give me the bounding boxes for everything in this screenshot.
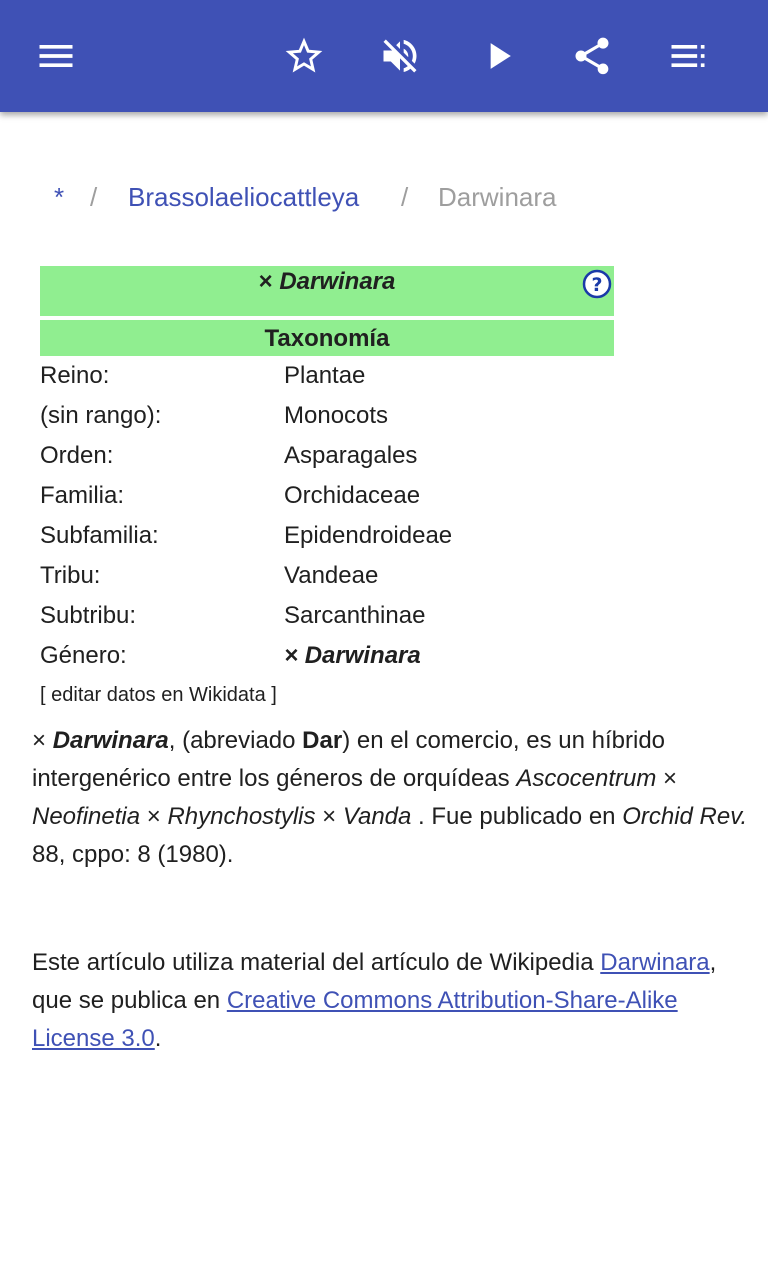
taxonomy-key: Orden: — [40, 442, 114, 469]
taxonomy-row — [40, 522, 614, 562]
breadcrumb — [0, 178, 768, 222]
share-button[interactable] — [564, 28, 620, 84]
breadcrumb-root-link[interactable]: * — [54, 182, 65, 212]
taxonomy-row — [40, 442, 614, 482]
text-span: 88, cppo: 8 (1980). — [32, 841, 234, 868]
wikidata-edit-link[interactable]: editar datos en Wikidata — [51, 684, 266, 706]
infobox-title-name: Darwinara — [279, 268, 396, 295]
text-span: × — [140, 803, 168, 830]
genus-name: Ascocentrum — [516, 765, 657, 792]
wikidata-edit — [40, 684, 277, 707]
taxonomy-key: (sin rango): — [40, 402, 162, 429]
infobox-title-prefix: × — [258, 268, 280, 295]
playlist-icon — [666, 34, 710, 78]
taxonomy-row — [40, 482, 614, 522]
mute-button[interactable] — [372, 28, 428, 84]
breadcrumb-parent-link[interactable]: Brassolaeliocattleya — [128, 182, 360, 212]
menu-icon — [34, 34, 78, 78]
star-outline-icon — [282, 34, 326, 78]
menu-button[interactable] — [28, 28, 84, 84]
genus-name: Darwinara — [52, 727, 169, 754]
taxonomy-value: Epidendroideae — [284, 522, 453, 549]
genus-name: Darwinara — [304, 642, 421, 669]
taxonomy-value — [284, 642, 421, 670]
breadcrumb-separator: / — [401, 182, 409, 212]
taxonomy-value: Sarcanthinae — [284, 602, 426, 629]
volume-off-icon — [378, 34, 422, 78]
taxonomy-value: Vandeae — [284, 562, 379, 589]
favorite-button[interactable] — [276, 28, 332, 84]
question-circle-icon[interactable] — [582, 269, 612, 299]
taxonomy-key: Reino: — [40, 362, 110, 389]
text-span: × — [32, 727, 53, 754]
article-paragraph — [32, 722, 748, 874]
taxonomy-value: Asparagales — [284, 442, 418, 469]
taxonomy-row — [40, 402, 614, 442]
text-span: × — [656, 765, 678, 792]
infobox-title — [40, 266, 614, 316]
taxonomy-key: Género: — [40, 642, 127, 669]
play-icon — [476, 34, 520, 78]
genus-prefix: × — [284, 642, 305, 669]
infobox-section-header: Taxonomía — [40, 320, 614, 356]
play-button[interactable] — [470, 28, 526, 84]
taxonomy-row — [40, 562, 614, 602]
text-span: . — [154, 1025, 162, 1052]
wikidata-bracket-open: [ — [40, 684, 52, 706]
taxonomy-value: Monocots — [284, 402, 389, 429]
text-span: × — [315, 803, 343, 830]
taxonomy-row — [40, 602, 614, 642]
genus-name: Vanda — [342, 803, 412, 830]
breadcrumb-current: Darwinara — [438, 182, 557, 212]
taxonomy-key: Familia: — [40, 482, 125, 509]
breadcrumb-separator: / — [90, 182, 98, 212]
genus-name: Neofinetia — [32, 803, 141, 830]
share-icon — [570, 34, 614, 78]
genus-name: Rhynchostylis — [167, 803, 316, 830]
text-span: . Fue publicado en — [411, 803, 623, 830]
taxonomy-row — [40, 362, 614, 402]
taxonomy-value: Orchidaceae — [284, 482, 421, 509]
wikidata-bracket-close: ] — [265, 684, 277, 706]
taxonomy-value: Plantae — [284, 362, 366, 389]
text-span: Este artículo utiliza material del artículo de Wikipedia — [32, 949, 601, 976]
text-span: , que se publica en — [32, 949, 717, 1014]
taxonomy-key: Tribu: — [40, 562, 101, 589]
text-span: ) en el comercio, es un híbrido intergenérico entre los géneros de orquídeas — [32, 727, 666, 792]
attribution-paragraph — [32, 944, 748, 1058]
taxonomy-key: Subfamilia: — [40, 522, 159, 549]
abbreviation: Dar — [302, 727, 343, 754]
text-span: , (abreviado — [168, 727, 303, 754]
taxonomy-key: Subtribu: — [40, 602, 137, 629]
svg-text:?: ? — [591, 274, 603, 296]
taxonomy-row — [40, 642, 614, 682]
publication-name: Orchid Rev. — [622, 803, 748, 830]
license-link[interactable]: Creative Commons Attribution-Share-Alike License 3.0 — [32, 987, 678, 1052]
playlist-button[interactable] — [660, 28, 716, 84]
wikipedia-article-link[interactable]: Darwinara — [600, 949, 710, 976]
app-toolbar — [0, 0, 768, 112]
